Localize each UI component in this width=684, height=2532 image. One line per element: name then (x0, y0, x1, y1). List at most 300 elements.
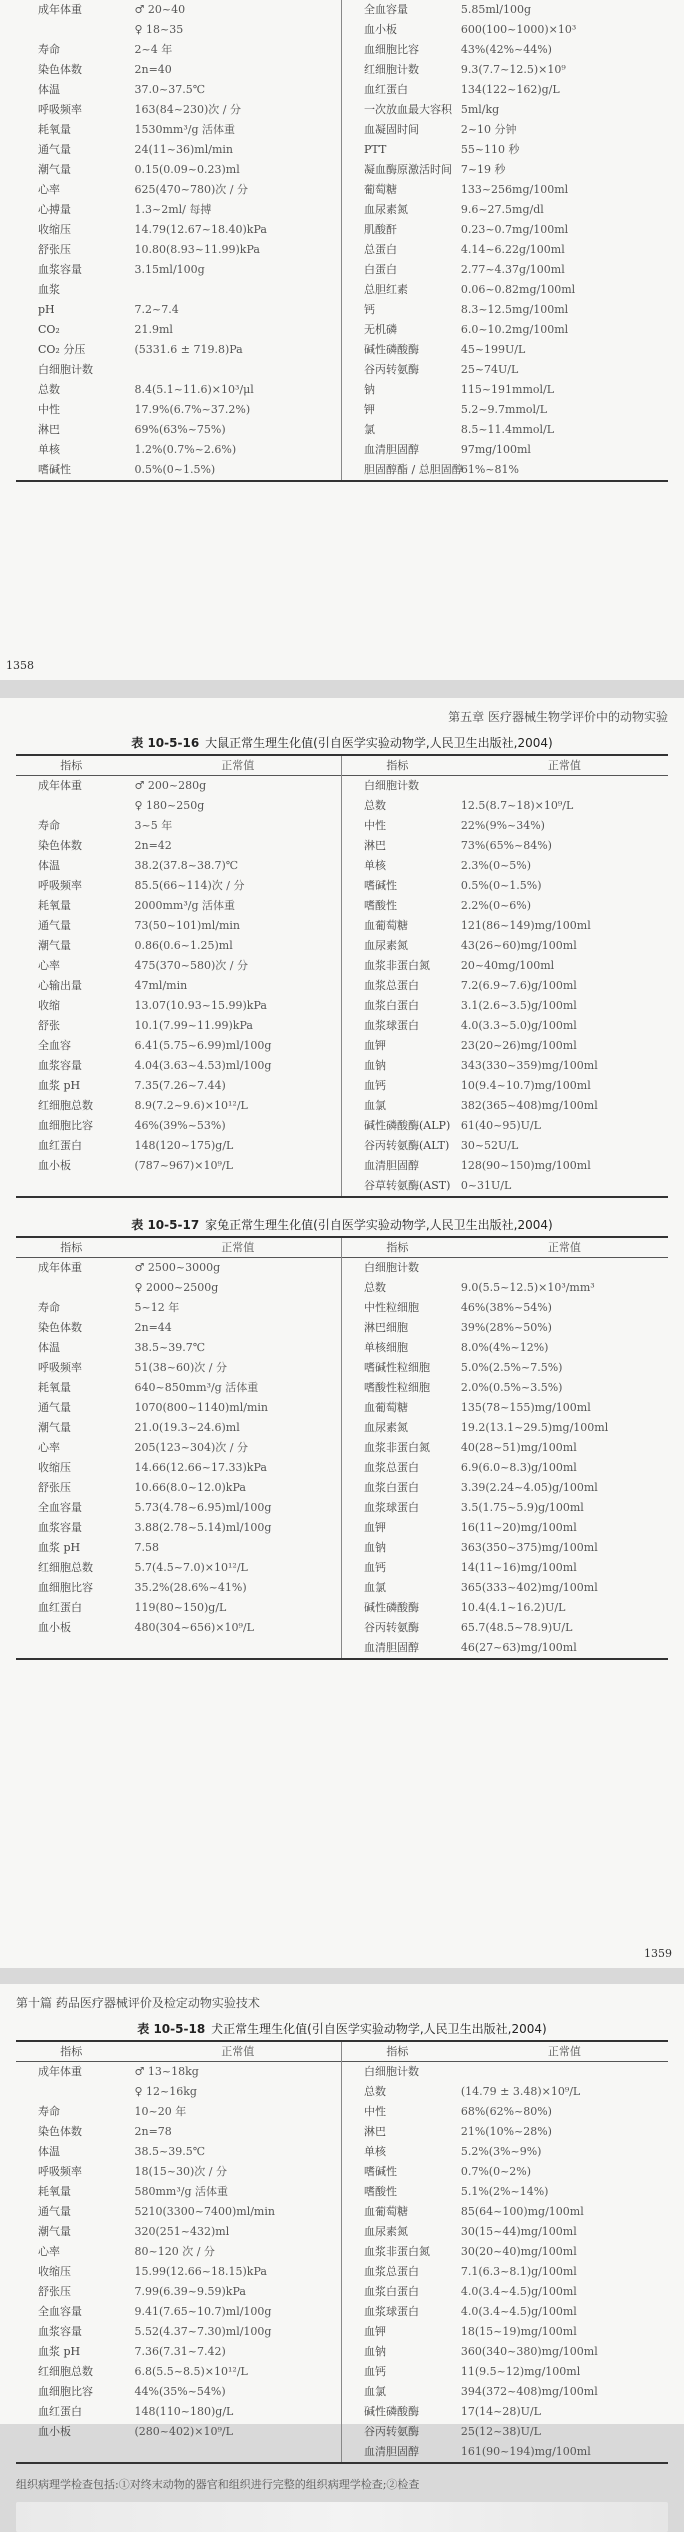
value-cell: 2.77~4.37g/100ml (460, 263, 565, 276)
index-cell: 血浆球蛋白 (364, 1019, 419, 1032)
index-cell: 嗜碱性 (364, 2165, 397, 2178)
value-cell: 61%~81% (460, 463, 519, 476)
table-row (16, 896, 341, 916)
value-cell: 38.2(37.8~38.7)℃ (134, 859, 239, 872)
rabbit-table (16, 1236, 668, 1660)
value-cell: 6.9(6.0~8.3)g/100ml (460, 1461, 577, 1474)
value-cell: 625(470~780)次 / 分 (134, 183, 248, 196)
value-cell: 7.99(6.39~9.59)kPa (134, 2285, 246, 2298)
col-header-normal: 正常值 (221, 1241, 255, 1254)
value-cell: 10~20 年 (134, 2105, 187, 2118)
value-cell: 4.0(3.4~4.5)g/100ml (460, 2305, 577, 2318)
index-cell: 总数 (364, 2085, 386, 2098)
value-cell: 0.23~0.7mg/100ml (460, 223, 569, 236)
table-row (16, 120, 341, 140)
col-header-index: 指标 (60, 759, 83, 772)
table-row (342, 260, 668, 280)
value-cell: 5.85ml/100g (460, 3, 532, 16)
index-cell: 血红蛋白 (38, 2405, 82, 2418)
value-cell: 2n=40 (134, 63, 172, 76)
table-row (342, 816, 668, 836)
index-cell: 血细胞比容 (38, 1581, 93, 1594)
index-cell: 血氯 (364, 1099, 386, 1112)
value-cell: 40(28~51)mg/100ml (460, 1441, 577, 1454)
value-cell: 343(330~359)mg/100ml (460, 1059, 598, 1072)
value-cell: 5210(3300~7400)ml/min (134, 2205, 275, 2218)
value-cell: 46(27~63)mg/100ml (460, 1641, 577, 1654)
index-cell: 嗜酸性粒细胞 (364, 1381, 430, 1394)
index-cell: 血细胞比容 (38, 1119, 93, 1132)
value-cell: 0.06~0.82mg/100ml (460, 283, 576, 296)
table-row (342, 380, 668, 400)
table-row (16, 2422, 341, 2442)
value-cell: 44%(35%~54%) (134, 2385, 226, 2398)
index-cell: 血钾 (364, 1039, 386, 1052)
index-cell: 白细胞计数 (364, 779, 419, 792)
value-cell: 133~256mg/100ml (460, 183, 569, 196)
table-row (16, 2222, 341, 2242)
index-cell: 舒张 (38, 1019, 60, 1032)
value-cell (127, 280, 342, 300)
value-cell: 47ml/min (134, 979, 188, 992)
index-cell: 血氯 (364, 1581, 386, 1594)
table-row (16, 280, 341, 300)
value-cell: 8.0%(4%~12%) (460, 1341, 549, 1354)
value-cell: 73(50~101)ml/min (134, 919, 240, 932)
table-row (16, 2302, 341, 2322)
table-row (342, 2362, 668, 2382)
table-row (16, 856, 341, 876)
index-cell: 血钾 (364, 2325, 386, 2338)
value-cell: 5.2%(3%~9%) (460, 2145, 542, 2158)
table-row (342, 2262, 668, 2282)
value-cell: ♂ 2500~3000g (134, 1261, 221, 1274)
value-cell: 2n=78 (134, 2125, 172, 2138)
index-cell: 氯 (364, 423, 375, 436)
index-cell: 凝血酶原激活时间 (364, 163, 452, 176)
table-row (342, 1258, 668, 1278)
table-row (342, 400, 668, 420)
table-header-row (16, 756, 341, 776)
index-cell: 血浆非蛋白氮 (364, 1441, 430, 1454)
table-row (16, 1458, 341, 1478)
index-cell: 心率 (38, 183, 60, 196)
table-row (342, 280, 668, 300)
index-cell: 全血容 (38, 1039, 71, 1052)
index-cell: 全血容量 (38, 1501, 82, 1514)
value-cell: 480(304~656)×10⁹/L (134, 1621, 254, 1634)
index-cell: 血浆非蛋白氮 (364, 959, 430, 972)
table-row (342, 140, 668, 160)
table-header-row (342, 1238, 668, 1258)
value-cell: 5.52(4.37~7.30)ml/100g (134, 2325, 272, 2338)
table-row (342, 1498, 668, 1518)
value-cell: ♂ 13~18kg (134, 2065, 199, 2078)
col-header-normal: 正常值 (547, 1241, 581, 1254)
value-cell: 320(251~432)ml (134, 2225, 230, 2238)
value-cell: 39%(28%~50%) (460, 1321, 552, 1334)
index-cell (16, 2082, 127, 2102)
value-cell: ♂ 20~40 (134, 3, 186, 16)
value-cell: 61(40~95)U/L (460, 1119, 541, 1132)
value-cell: 10.1(7.99~11.99)kPa (134, 1019, 253, 1032)
table-row (16, 2362, 341, 2382)
table-row (16, 180, 341, 200)
table-row (16, 440, 341, 460)
table-row (342, 440, 668, 460)
table-row (16, 60, 341, 80)
table-row (342, 340, 668, 360)
value-cell: 16(11~20)mg/100ml (460, 1521, 577, 1534)
index-cell: 血红蛋白 (38, 1139, 82, 1152)
table-number: 表 10-5-18 (137, 2022, 206, 2036)
index-cell: 通气量 (38, 2205, 71, 2218)
table-left-half (16, 756, 342, 1196)
index-cell: 钠 (364, 383, 375, 396)
table-row (16, 160, 341, 180)
table-right-half (342, 756, 668, 1196)
index-cell: 心率 (38, 2245, 60, 2258)
table-row (16, 2402, 341, 2422)
value-cell: 163(84~230)次 / 分 (134, 103, 241, 116)
table-row (16, 320, 341, 340)
table-header-row (16, 1238, 341, 1258)
table-row (16, 2102, 341, 2122)
value-cell: 3.39(2.24~4.05)g/100ml (460, 1481, 598, 1494)
value-cell: 30(15~44)mg/100ml (460, 2225, 577, 2238)
table-row (16, 2202, 341, 2222)
index-cell: pH (38, 303, 55, 316)
value-cell: 21.9ml (134, 323, 173, 336)
index-cell: 体温 (38, 2145, 60, 2158)
table-row (16, 2122, 341, 2142)
table-row (16, 936, 341, 956)
value-cell: 2n=42 (134, 839, 172, 852)
index-cell: 通气量 (38, 919, 71, 932)
table-row (342, 2422, 668, 2442)
col-header-index: 指标 (386, 759, 409, 772)
index-cell: 染色体数 (38, 2125, 82, 2138)
table-row (342, 936, 668, 956)
table-right-half (342, 1238, 668, 1658)
value-cell: 3.1(2.6~3.5)g/100ml (460, 999, 577, 1012)
index-cell: 心搏量 (38, 203, 71, 216)
value-cell: 18(15~30)次 / 分 (134, 2165, 227, 2178)
index-cell: 呼吸频率 (38, 2165, 82, 2178)
table-row (342, 2222, 668, 2242)
index-cell: 血葡萄糖 (364, 1401, 408, 1414)
table-row (342, 200, 668, 220)
index-cell: 染色体数 (38, 63, 82, 76)
table-row (342, 2162, 668, 2182)
table-row (342, 1076, 668, 1096)
value-cell: (787~967)×10⁹/L (134, 1159, 233, 1172)
table-left-half (16, 1238, 342, 1658)
value-cell: 3.5(1.75~5.9)g/100ml (460, 1501, 584, 1514)
table-row (342, 220, 668, 240)
index-cell: 血钠 (364, 1541, 386, 1554)
table-row (342, 460, 668, 480)
index-cell: 总数 (364, 1281, 386, 1294)
value-cell: 18(15~19)mg/100ml (460, 2325, 577, 2338)
table-row (16, 360, 341, 380)
value-cell: 134(122~162)g/L (460, 83, 560, 96)
index-cell: 一次放血最大容积 (364, 103, 452, 116)
index-cell: 谷草转氨酶(AST) (364, 1179, 451, 1192)
value-cell: 30~52U/L (460, 1139, 519, 1152)
value-cell: 38.5~39.7℃ (134, 1341, 206, 1354)
table-left-half (16, 0, 342, 480)
value-cell: 0.15(0.09~0.23)ml (134, 163, 240, 176)
page-next (0, 1984, 684, 2491)
table-row (16, 300, 341, 320)
table-row (16, 1258, 341, 1278)
table-row (16, 380, 341, 400)
value-cell: 205(123~304)次 / 分 (134, 1441, 248, 1454)
table-row (342, 856, 668, 876)
value-cell: 43%(42%~44%) (460, 43, 552, 56)
value-cell: 5~12 年 (134, 1301, 180, 1314)
value-cell: 80~120 次 / 分 (134, 2245, 215, 2258)
value-cell: 13.07(10.93~15.99)kPa (134, 999, 267, 1012)
table-row (16, 1298, 341, 1318)
value-cell: 46%(39%~53%) (134, 1119, 226, 1132)
table-row (342, 1036, 668, 1056)
index-cell: 中性 (364, 819, 386, 832)
index-cell: 潮气量 (38, 2225, 71, 2238)
index-cell: 碱性磷酸酶 (364, 2405, 419, 2418)
table-row (16, 400, 341, 420)
value-cell: 46%(38%~54%) (460, 1301, 552, 1314)
value-cell: 51(38~60)次 / 分 (134, 1361, 227, 1374)
blurred-region (16, 2502, 668, 2532)
value-cell: 21%(10%~28%) (460, 2125, 552, 2138)
table-row (16, 1558, 341, 1578)
table-row (16, 20, 341, 40)
value-cell: 35.2%(28.6%~41%) (134, 1581, 247, 1594)
index-cell: 血浆白蛋白 (364, 1481, 419, 1494)
table-row (16, 776, 341, 796)
table-row (342, 40, 668, 60)
table-row (342, 836, 668, 856)
value-cell: 17.9%(6.7%~37.2%) (134, 403, 251, 416)
table-row (342, 2242, 668, 2262)
index-cell: 胆固醇酯 / 总胆固醇 (364, 463, 463, 476)
index-cell: 血浆 pH (38, 2345, 81, 2358)
table-row (16, 1378, 341, 1398)
table-row (342, 1136, 668, 1156)
value-cell: 15.99(12.66~18.15)kPa (134, 2265, 267, 2278)
value-cell (127, 360, 342, 380)
value-cell: 2.0%(0.5%~3.5%) (460, 1381, 563, 1394)
value-cell: 30(20~40)mg/100ml (460, 2245, 577, 2258)
index-cell: 淋巴 (364, 839, 386, 852)
value-cell: 2.3%(0~5%) (460, 859, 532, 872)
index-cell: 单核 (38, 443, 60, 456)
table-row (342, 956, 668, 976)
page-number: 1358 (6, 659, 34, 672)
index-cell: 中性 (364, 2105, 386, 2118)
table-row (342, 1518, 668, 1538)
value-cell: (14.79 ± 3.48)×10⁹/L (460, 2085, 581, 2098)
value-cell: 17(14~28)U/L (460, 2405, 541, 2418)
index-cell: 碱性磷酸酶 (364, 343, 419, 356)
index-cell: 嗜碱性粒细胞 (364, 1361, 430, 1374)
value-cell: 363(350~375)mg/100ml (460, 1541, 598, 1554)
index-cell: 嗜碱性 (38, 463, 71, 476)
index-cell: 血浆总蛋白 (364, 979, 419, 992)
value-cell: 0.5%(0~1.5%) (460, 879, 542, 892)
col-header-normal: 正常值 (547, 2045, 581, 2058)
table-row (16, 1398, 341, 1418)
value-cell: 6.0~10.2mg/100ml (460, 323, 569, 336)
value-cell: ♀ 12~16kg (134, 2085, 197, 2098)
table-row (342, 2402, 668, 2422)
index-cell: 白细胞计数 (38, 363, 93, 376)
table-row (16, 956, 341, 976)
table-row (342, 300, 668, 320)
index-cell: 血浆 pH (38, 1079, 81, 1092)
col-header-index: 指标 (60, 1241, 83, 1254)
index-cell: 血小板 (38, 1621, 71, 1634)
value-cell: 5.7(4.5~7.0)×10¹²/L (134, 1561, 248, 1574)
table-row (16, 1358, 341, 1378)
value-cell: 365(333~402)mg/100ml (460, 1581, 598, 1594)
value-cell: 22%(9%~34%) (460, 819, 545, 832)
table-caption-dog (16, 2018, 668, 2040)
value-cell (453, 2062, 668, 2082)
table-row (16, 916, 341, 936)
table-row (342, 320, 668, 340)
index-cell: 染色体数 (38, 839, 82, 852)
index-cell: 潮气量 (38, 1421, 71, 1434)
value-cell: ♀ 180~250g (134, 799, 205, 812)
value-cell: 2n=44 (134, 1321, 172, 1334)
value-cell: 43(26~60)mg/100ml (460, 939, 577, 952)
value-cell: 360(340~380)mg/100ml (460, 2345, 598, 2358)
index-cell: 血小板 (38, 1159, 71, 1172)
table-row (342, 916, 668, 936)
value-cell: 10.4(4.1~16.2)U/L (460, 1601, 566, 1614)
value-cell: 7.2~7.4 (134, 303, 179, 316)
table-row (342, 20, 668, 40)
table-row (342, 180, 668, 200)
index-cell: 血清胆固醇 (364, 443, 419, 456)
table-row (342, 1318, 668, 1338)
table-row (342, 896, 668, 916)
index-cell: CO₂ (38, 323, 60, 336)
index-cell: 呼吸频率 (38, 1361, 82, 1374)
value-cell: 115~191mmol/L (460, 383, 555, 396)
value-cell: 10.66(8.0~12.0)kPa (134, 1481, 246, 1494)
index-cell: 血红蛋白 (364, 83, 408, 96)
value-cell: 3~5 年 (134, 819, 173, 832)
index-cell: 红细胞总数 (38, 2365, 93, 2378)
table-row (342, 2082, 668, 2102)
table-row (16, 796, 341, 816)
table-row (16, 1418, 341, 1438)
index-cell: 寿命 (38, 2105, 60, 2118)
value-cell: 38.5~39.5℃ (134, 2145, 206, 2158)
index-cell: 呼吸频率 (38, 879, 82, 892)
index-cell: 血钙 (364, 1079, 386, 1092)
table-row (16, 1498, 341, 1518)
table-row (342, 2382, 668, 2402)
table-row (342, 1618, 668, 1638)
value-cell: 6.41(5.75~6.99)ml/100g (134, 1039, 272, 1052)
page-1359 (0, 698, 684, 1968)
table-row (342, 1538, 668, 1558)
table-header-row (16, 2042, 341, 2062)
table-row (342, 100, 668, 120)
value-cell: 25~74U/L (460, 363, 519, 376)
table-number: 表 10-5-16 (131, 736, 200, 750)
index-cell: 血钾 (364, 1521, 386, 1534)
table-row (342, 1378, 668, 1398)
value-cell: 148(120~175)g/L (134, 1139, 234, 1152)
value-cell: 9.6~27.5mg/dl (460, 203, 544, 216)
value-cell: 25(12~38)U/L (460, 2425, 541, 2438)
value-cell: 7~19 秒 (460, 163, 506, 176)
index-cell: 血浆白蛋白 (364, 999, 419, 1012)
value-cell: 2.2%(0~6%) (460, 899, 532, 912)
index-cell: 血尿素氮 (364, 203, 408, 216)
value-cell: 4.0(3.4~4.5)g/100ml (460, 2285, 577, 2298)
value-cell: 4.0(3.3~5.0)g/100ml (460, 1019, 577, 1032)
table-row (16, 816, 341, 836)
index-cell: 血尿素氮 (364, 1421, 408, 1434)
table-row (16, 2382, 341, 2402)
value-cell: 600(100~1000)×10³ (460, 23, 577, 36)
col-header-normal: 正常值 (221, 2045, 255, 2058)
value-cell: 3.15ml/100g (134, 263, 205, 276)
value-cell: 14.79(12.67~18.40)kPa (134, 223, 267, 236)
index-cell: 血红蛋白 (38, 1601, 82, 1614)
index-cell: 血凝固时间 (364, 123, 419, 136)
index-cell: 收缩压 (38, 223, 71, 236)
running-header: 第十篇 药品医疗器械评价及检定动物实验技术 (16, 1996, 260, 2010)
value-cell: 85.5(66~114)次 / 分 (134, 879, 245, 892)
table-row (16, 976, 341, 996)
index-cell: 寿命 (38, 1301, 60, 1314)
value-cell: 5.2~9.7mmol/L (460, 403, 548, 416)
index-cell: 血浆白蛋白 (364, 2285, 419, 2298)
table-row (16, 1518, 341, 1538)
value-cell: 2000mm³/g 活体重 (134, 899, 236, 912)
table-row (342, 1358, 668, 1378)
index-cell: 谷丙转氨酶(ALT) (364, 1139, 450, 1152)
index-cell: CO₂ 分压 (38, 343, 86, 356)
value-cell: 135(78~155)mg/100ml (460, 1401, 591, 1414)
value-cell: 20~40mg/100ml (460, 959, 555, 972)
index-cell: 嗜碱性 (364, 879, 397, 892)
table-row (342, 1096, 668, 1116)
table-row (342, 1298, 668, 1318)
value-cell: 73%(65%~84%) (460, 839, 552, 852)
value-cell: 45~199U/L (460, 343, 526, 356)
index-cell: 收缩压 (38, 1461, 71, 1474)
table-number: 表 10-5-17 (131, 1218, 200, 1232)
value-cell: 37.0~37.5℃ (134, 83, 206, 96)
index-cell (16, 1278, 127, 1298)
table-row (342, 160, 668, 180)
table-row (16, 2342, 341, 2362)
index-cell: 寿命 (38, 819, 60, 832)
index-cell: 耗氧量 (38, 899, 71, 912)
index-cell: 血细胞比容 (38, 2385, 93, 2398)
index-cell: 碱性磷酸酶 (364, 1601, 419, 1614)
index-cell: 心输出量 (38, 979, 82, 992)
